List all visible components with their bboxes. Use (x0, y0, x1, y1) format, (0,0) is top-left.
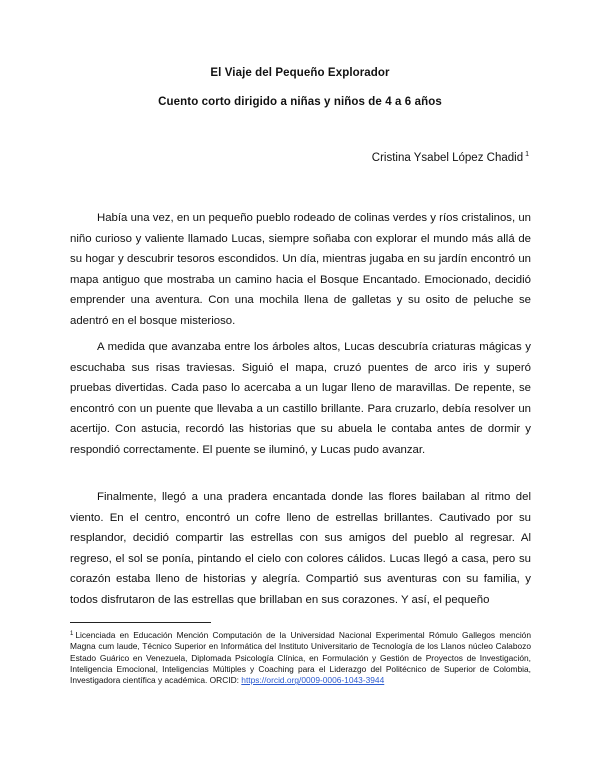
footnote-text: Licenciada en Educación Mención Computación de la Universidad Nacional Experimental Rómulo Gallegos mención Magna cum laude, Técnico Superior en Informática del Instituto Universitario de Tecnología de los Llanos núcleo Calabozo Estado Guárico en Venezuela, Diplomada Psicología Clínica, en Formulación y Gestión de Proyectos de Investigación, Inteligencia Emocional, Inteligencias Múltiples y Coaching para el Liderazgo del Politécnico de Superior de Colombia, Investigadora científica y académica. ORCID: (70, 630, 531, 686)
orcid-link[interactable]: https://orcid.org/0009-0006-1043-3944 (241, 675, 385, 686)
footnote (70, 629, 531, 686)
story-paragraph: Finalmente, llegó a una pradera encantada donde las flores bailaban al ritmo del viento. En el centro, encontró un cofre lleno de estrellas brillantes. Cautivado por su resplandor, decidió compartir las estrellas con sus amigos del pueblo al regresar. Al regreso, el sol se ponía, pintando el cielo con colores cálidos. Lucas llegó a casa, pero su corazón estaba lleno de historias y alegría. Compartió sus aventuras con su familia, y todos disfrutaron de las estrellas que brillaban en sus corazones. Y así, el pequeño (70, 491, 531, 606)
document-title: El Viaje del Pequeño Explorador (210, 67, 390, 79)
story-paragraph: A medida que avanzaba entre los árboles altos, Lucas descubría criaturas mágicas y escuchaba sus risas traviesas. Siguió el mapa, cruzó puentes de arco iris y superó pruebas divertidas. Cada paso lo acercaba a un lugar lleno de maravillas. De repente, se encontró con un puente que llevaba a un castillo brillante. Para cruzarlo, debía resolver un acertijo. Con astucia, recordó las historias que su abuela le contaba antes de dormir y respondió correctamente. El puente se iluminó, y Lucas pudo avanzar. (70, 341, 531, 456)
footnote-divider (70, 622, 211, 623)
story-paragraph: Había una vez, en un pequeño pueblo rodeado de colinas verdes y ríos cristalinos, un niño curioso y valiente llamado Lucas, siempre soñaba con explorar el mundo más allá de su hogar y descubrir tesoros escondidos. Un día, mientras jugaba en su jardín encontró un mapa antiguo que mostraba un camino hacia el Bosque Encantado. Emocionado, decidió emprender una aventura. Con una mochila llena de galletas y su osito de peluche se adentró en el bosque misterioso. (70, 212, 531, 327)
document-subtitle: Cuento corto dirigido a niñas y niños de 4 a 6 años (158, 96, 442, 108)
footnote-marker: 1 (70, 631, 74, 637)
author-name: Cristina Ysabel López Chadid (371, 152, 524, 164)
footnote-reference[interactable]: 1 (525, 151, 529, 158)
author-line (372, 151, 529, 164)
